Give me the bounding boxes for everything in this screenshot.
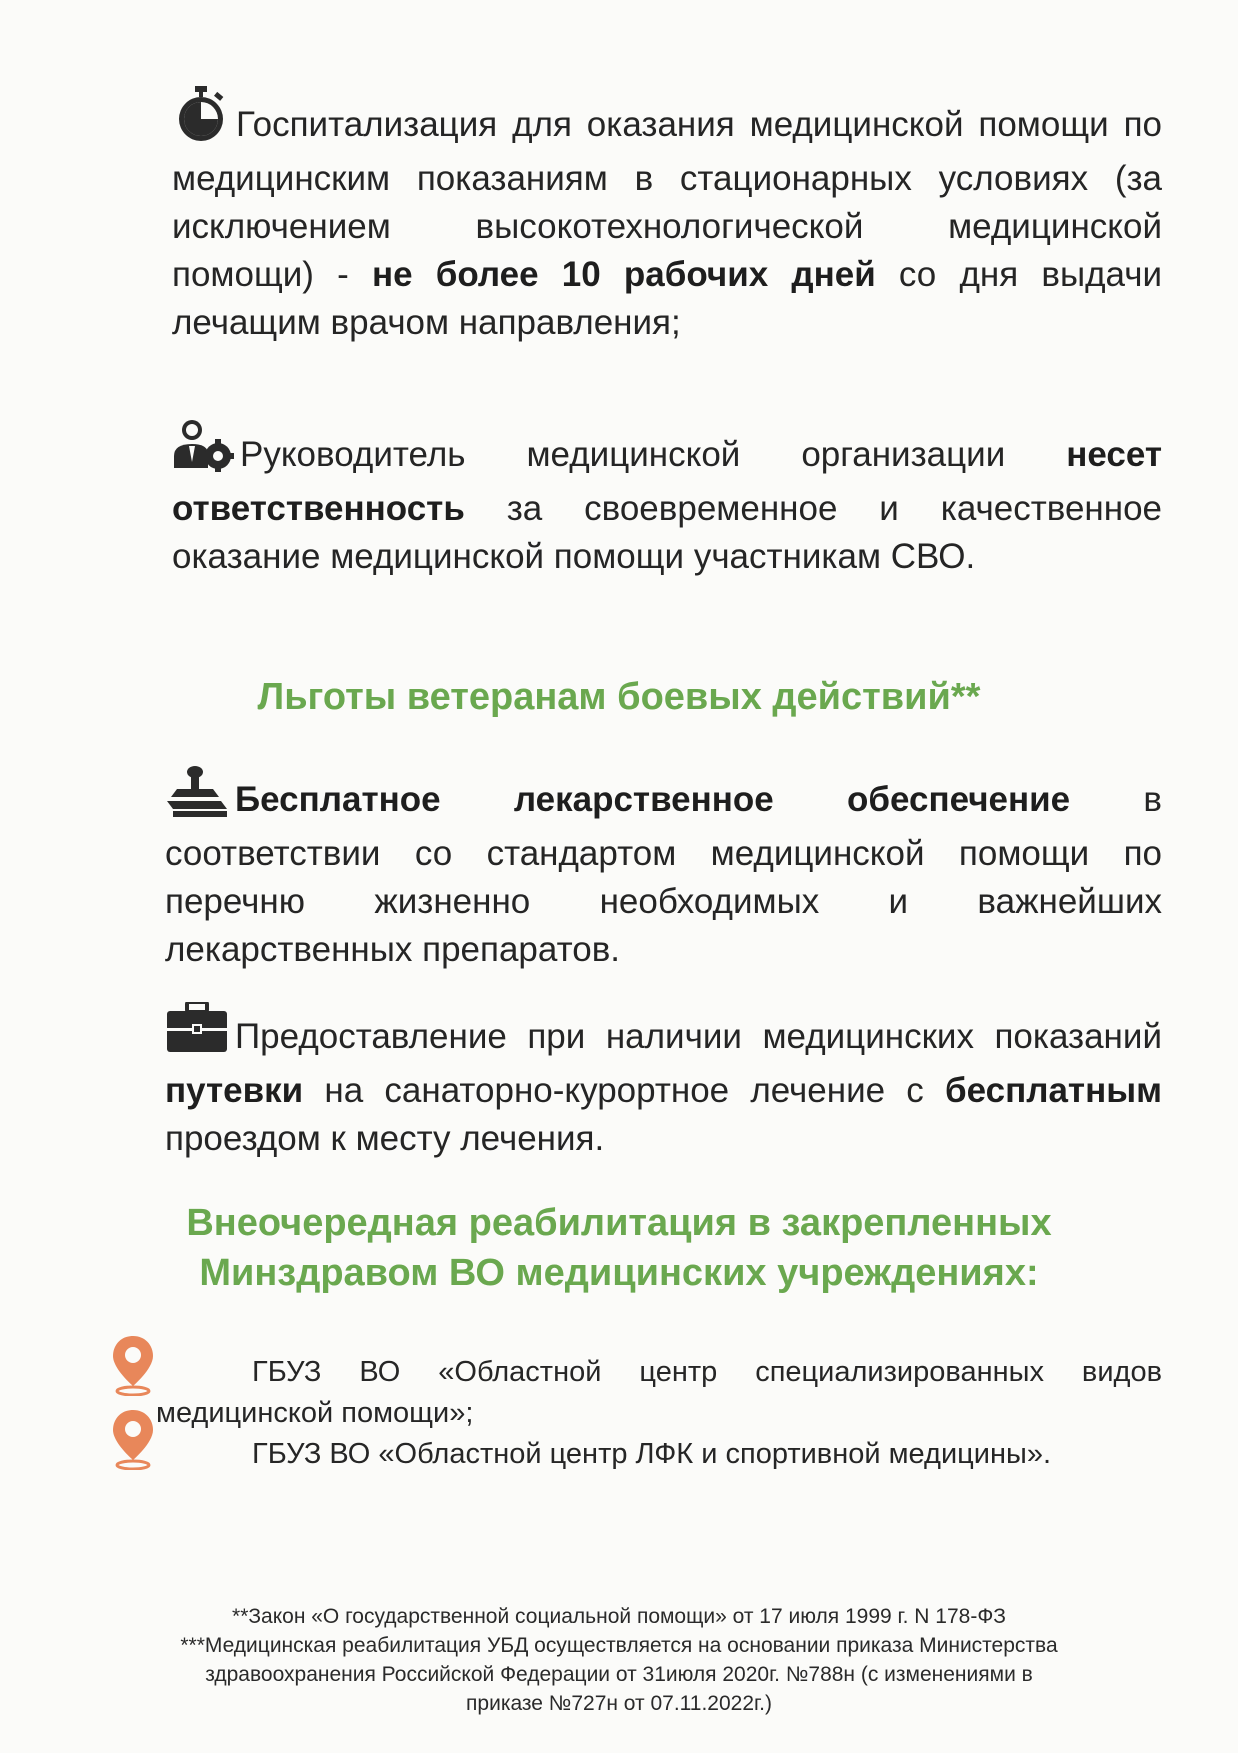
footnotes <box>0 1602 1238 1718</box>
location-pin-icon <box>110 1408 156 1475</box>
location-pin-icon <box>110 1334 156 1401</box>
voucher-free-bold: бесплатным <box>945 1071 1162 1110</box>
location-item <box>156 1434 1162 1475</box>
medicines-paragraph <box>165 765 1162 974</box>
manager-gear-icon <box>172 418 234 485</box>
location-text: ГБУЗ ВО «Областной центр ЛФК и спортивной медицины». <box>252 1438 1052 1470</box>
hospitalization-paragraph <box>172 86 1162 347</box>
rehab-heading <box>0 1198 1238 1298</box>
stamp-icon <box>165 765 229 830</box>
voucher-text: Предоставление при наличии медицинских показаний <box>235 1017 1162 1056</box>
hospitalization-text: Госпитализация для оказания медицинской помощи по медицинским показаниям в стационарных условиях (за исключением высокотехнологической медицинской помощи) - <box>172 105 1162 294</box>
voucher-text-end: проездом к месту лечения. <box>165 1119 605 1158</box>
rehab-heading-line2: Минздравом ВО медицинских учреждениях: <box>199 1252 1039 1294</box>
footnote-rehab: ***Медицинская реабилитация УБД осуществляется на основании приказа Министерства <box>180 1634 1058 1657</box>
location-item <box>156 1352 1162 1434</box>
hospitalization-deadline: не более 10 рабочих дней <box>371 255 876 294</box>
voucher-text-mid: на санаторно-курортное лечение с <box>303 1071 945 1110</box>
benefits-heading: Льготы ветеранам боевых действий** <box>257 676 981 718</box>
responsibility-text: Руководитель медицинской организации <box>240 435 1067 474</box>
footnote-rehab-cont: здравоохранения Российской Федерации от 31июля 2020г. №788н (с изменениями в <box>205 1663 1033 1686</box>
responsibility-paragraph <box>172 418 1162 581</box>
briefcase-icon <box>165 1002 229 1067</box>
footnote-rehab-end: приказе №727н от 07.11.2022г.) <box>466 1692 772 1715</box>
voucher-paragraph <box>165 1002 1162 1163</box>
stopwatch-icon <box>172 86 230 155</box>
rehab-heading-line1: Внеочередная реабилитация в закрепленных <box>186 1202 1052 1244</box>
medicines-bold: Бесплатное лекарственное обеспечение <box>235 780 1071 819</box>
footnote-law: **Закон «О государственной социальной помощи» от 17 июля 1999 г. N 178-ФЗ <box>232 1605 1006 1628</box>
responsibility-bold: несет ответственность <box>172 435 1162 528</box>
voucher-bold: путевки <box>165 1071 304 1110</box>
responsibility-text-end: за своевременное и качественное оказание медицинской помощи участникам СВО. <box>172 489 1162 576</box>
medicines-text: в соответствии со стандартом медицинской помощи по перечню жизненно необходимых и важнейших лекарственных препаратов. <box>165 780 1163 969</box>
location-text: ГБУЗ ВО «Областной центр специализированных видов медицинской помощи»; <box>156 1356 1162 1429</box>
hospitalization-text-end: со дня выдачи лечащим врачом направления; <box>172 255 1162 342</box>
